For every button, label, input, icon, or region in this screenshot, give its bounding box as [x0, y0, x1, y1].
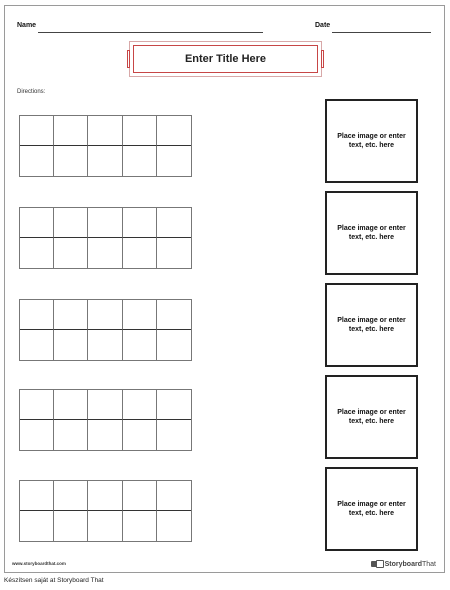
grid-cell[interactable] [157, 330, 191, 360]
ten-frame-grid-3[interactable] [19, 299, 192, 361]
image-box-5[interactable]: Place image or enter text, etc. here [325, 467, 418, 551]
title-banner[interactable] [129, 41, 322, 77]
grid-cell[interactable] [88, 208, 122, 238]
logo-brand-bold: Storyboard [384, 560, 422, 568]
name-field[interactable] [17, 22, 263, 32]
grid-cell[interactable] [20, 300, 54, 330]
grid-cell[interactable] [157, 511, 191, 541]
grid-cell[interactable] [88, 481, 122, 511]
name-label: Name [17, 22, 37, 29]
worksheet-page [4, 5, 445, 573]
grid-cell[interactable] [123, 330, 157, 360]
image-box-2[interactable]: Place image or enter text, etc. here [325, 191, 418, 275]
grid-cell[interactable] [123, 390, 157, 420]
grid-cell[interactable] [20, 330, 54, 360]
logo-brand-light: That [421, 560, 436, 568]
grid-cell[interactable] [54, 511, 88, 541]
grid-cell[interactable] [157, 238, 191, 268]
grid-cell[interactable] [123, 481, 157, 511]
image-box-3[interactable]: Place image or enter text, etc. here [325, 283, 418, 367]
grid-cell[interactable] [20, 420, 54, 450]
ten-frame-grid-4[interactable] [19, 389, 192, 451]
grid-cell[interactable] [123, 238, 157, 268]
grid-cell[interactable] [88, 300, 122, 330]
grid-cell[interactable] [20, 116, 54, 146]
grid-cell[interactable] [88, 420, 122, 450]
grid-cell[interactable] [157, 146, 191, 176]
grid-cell[interactable] [157, 390, 191, 420]
grid-cell[interactable] [54, 481, 88, 511]
ten-frame-grid-5[interactable] [19, 480, 192, 542]
grid-cell[interactable] [123, 208, 157, 238]
grid-cell[interactable] [20, 511, 54, 541]
grid-cell[interactable] [54, 390, 88, 420]
grid-cell[interactable] [20, 146, 54, 176]
grid-cell[interactable] [157, 420, 191, 450]
grid-cell[interactable] [123, 146, 157, 176]
page-title[interactable]: Enter Title Here [133, 45, 318, 73]
page-caption: Készítsen saját at Storyboard That [4, 577, 104, 584]
grid-cell[interactable] [20, 390, 54, 420]
ten-frame-grid-2[interactable] [19, 207, 192, 269]
date-line [332, 32, 431, 33]
grid-cell[interactable] [54, 116, 88, 146]
name-line [38, 32, 263, 33]
grid-cell[interactable] [54, 420, 88, 450]
grid-cell[interactable] [54, 146, 88, 176]
image-box-1[interactable]: Place image or enter text, etc. here [325, 99, 418, 183]
grid-cell[interactable] [123, 511, 157, 541]
image-box-4[interactable]: Place image or enter text, etc. here [325, 375, 418, 459]
logo-text [385, 561, 436, 568]
grid-cell[interactable] [88, 146, 122, 176]
ten-frame-grid-1[interactable] [19, 115, 192, 177]
grid-cell[interactable] [157, 481, 191, 511]
grid-cell[interactable] [157, 208, 191, 238]
grid-cell[interactable] [123, 116, 157, 146]
grid-cell[interactable] [54, 330, 88, 360]
storyboardthat-logo [371, 560, 436, 568]
grid-cell[interactable] [88, 238, 122, 268]
grid-cell[interactable] [88, 116, 122, 146]
grid-cell[interactable] [157, 116, 191, 146]
title-tab-right [321, 50, 324, 68]
grid-cell[interactable] [54, 238, 88, 268]
grid-cell[interactable] [20, 238, 54, 268]
grid-cell[interactable] [157, 300, 191, 330]
storyboard-logo-icon [371, 560, 382, 568]
grid-cell[interactable] [88, 511, 122, 541]
grid-cell[interactable] [54, 300, 88, 330]
date-label: Date [315, 22, 331, 29]
grid-cell[interactable] [88, 330, 122, 360]
grid-cell[interactable] [123, 420, 157, 450]
grid-cell[interactable] [20, 208, 54, 238]
date-field[interactable] [315, 22, 431, 32]
directions-label: Directions: [17, 89, 46, 95]
grid-cell[interactable] [20, 481, 54, 511]
footer-url: www.storyboardthat.com [12, 561, 66, 566]
grid-cell[interactable] [88, 390, 122, 420]
title-tab-left [127, 50, 130, 68]
grid-cell[interactable] [123, 300, 157, 330]
grid-cell[interactable] [54, 208, 88, 238]
